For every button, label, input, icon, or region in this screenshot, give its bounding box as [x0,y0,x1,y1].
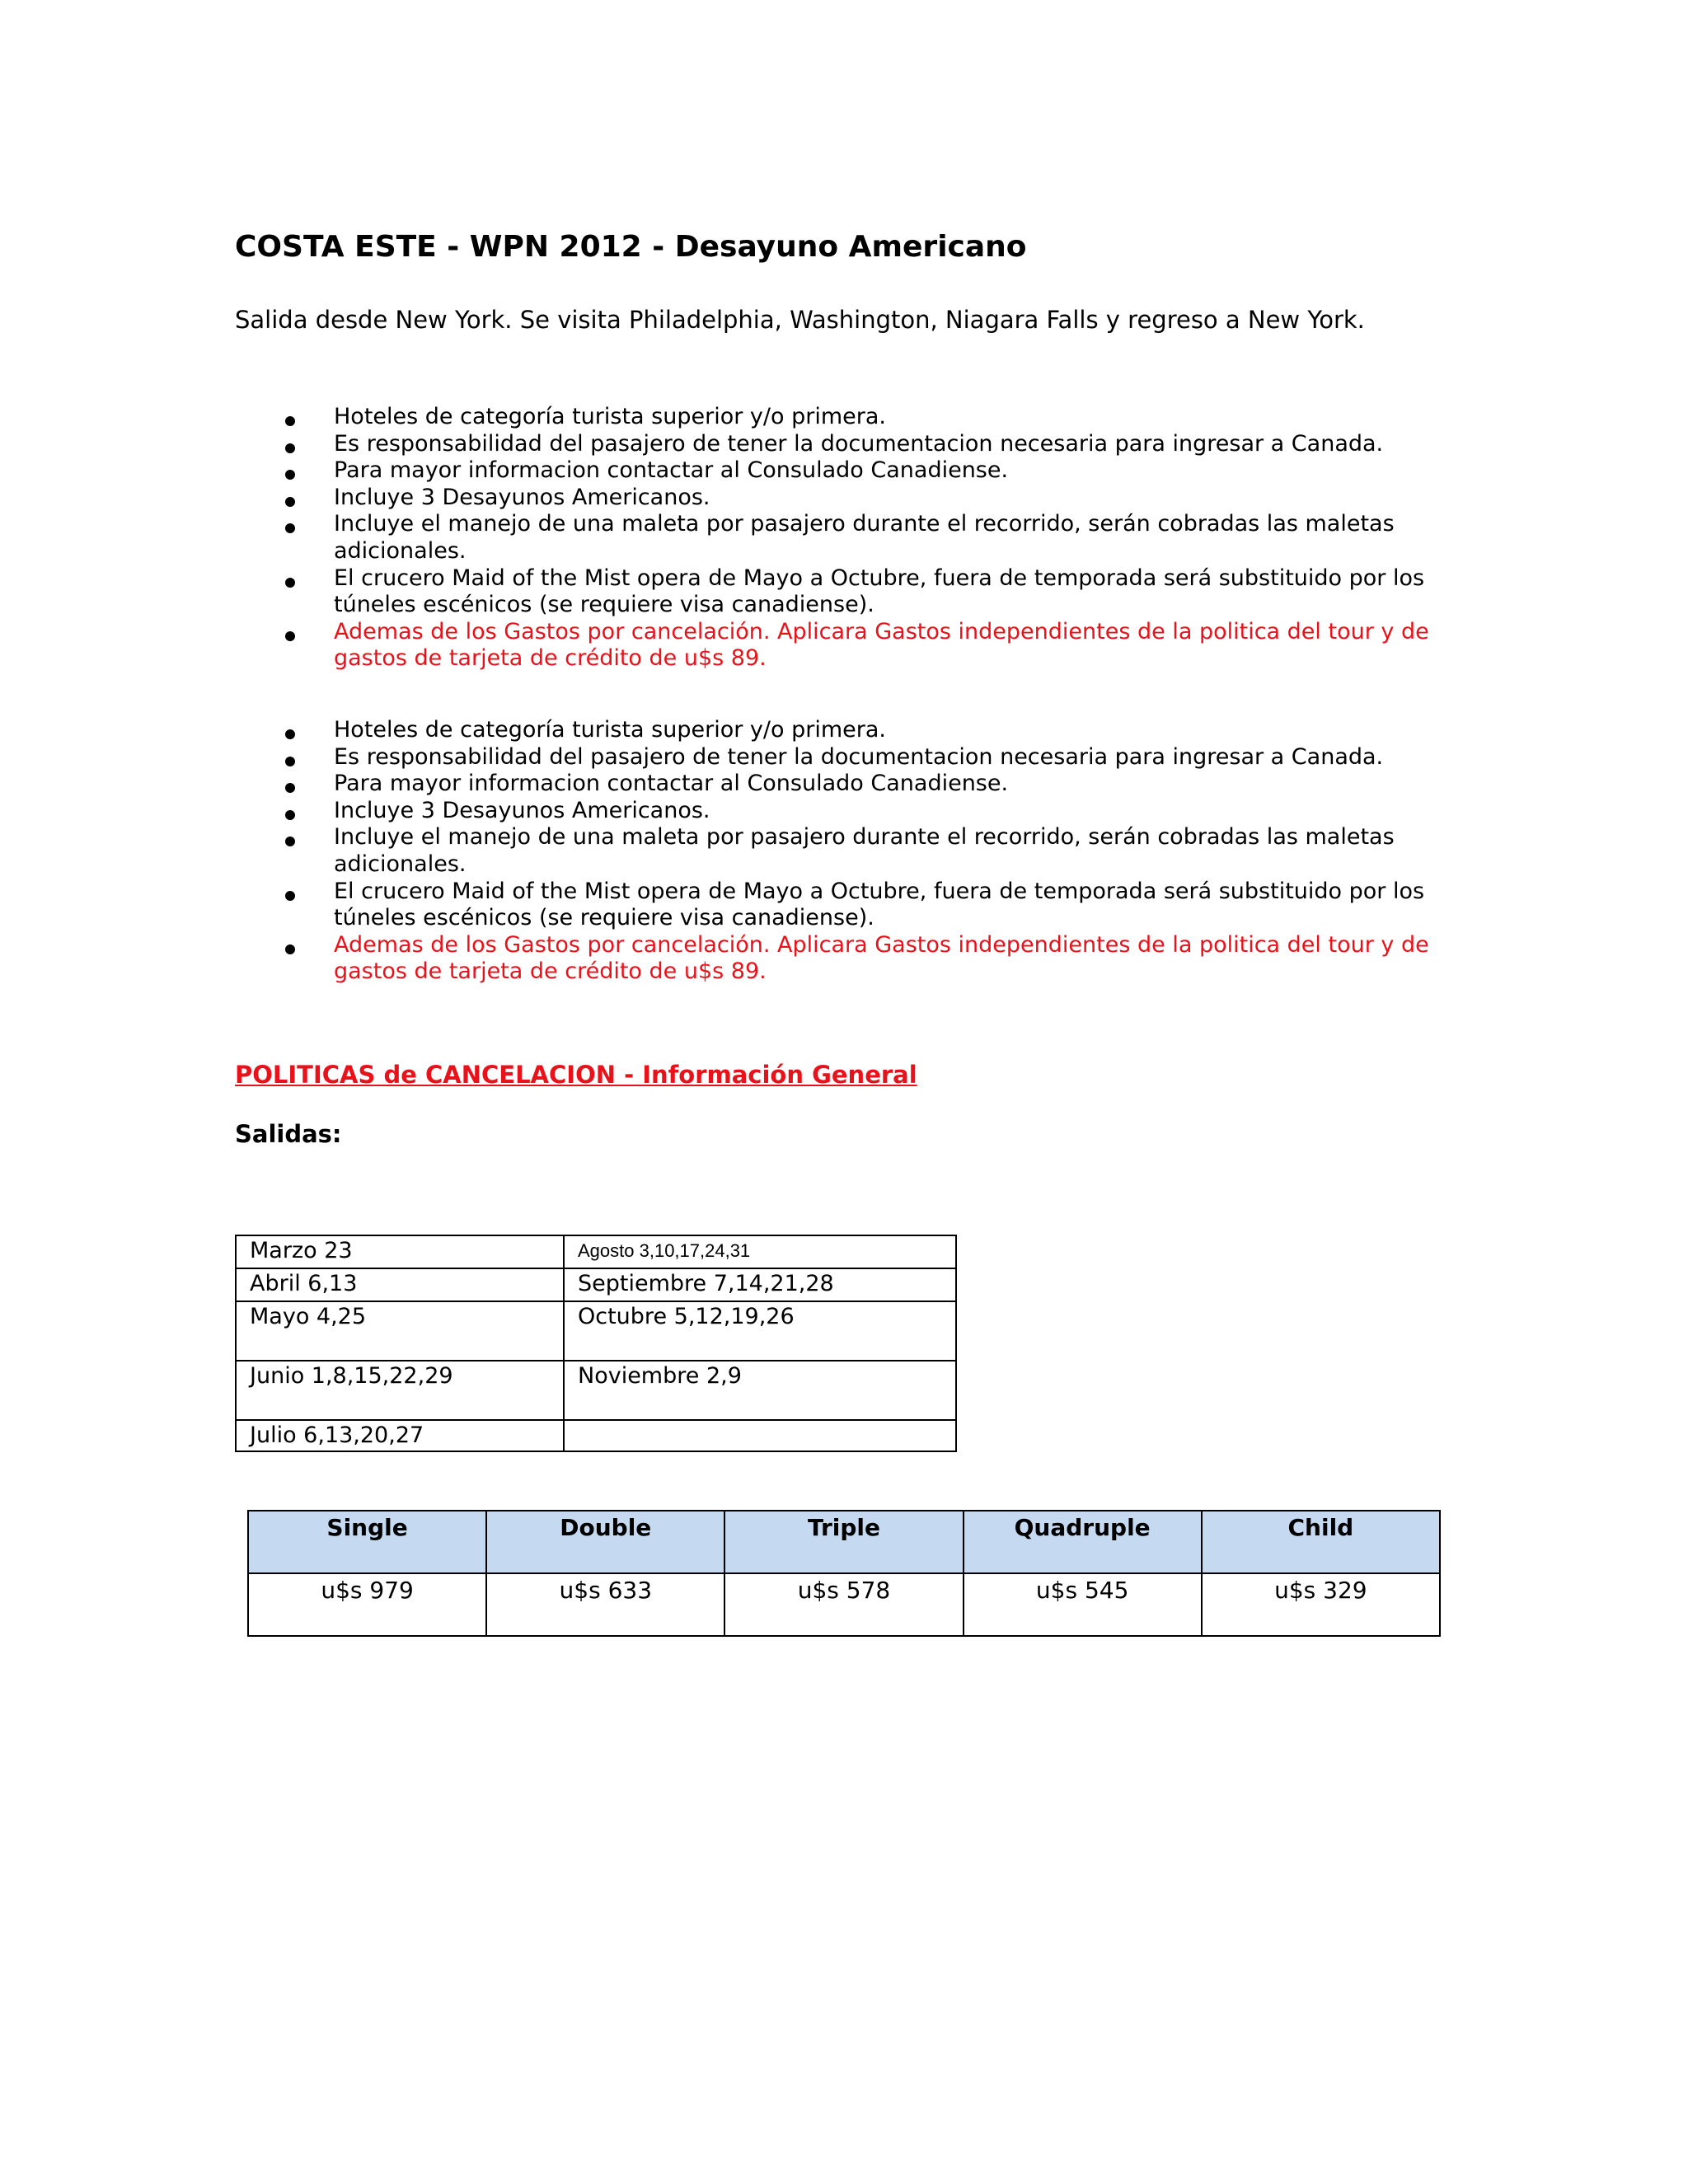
table-row [236,1301,956,1361]
list-item: Hoteles de categoría turista superior y/o primera. [235,404,1438,431]
bullet-dot-icon [285,729,295,739]
list-item: Es responsabilidad del pasajero de tener la documentacion necesaria para ingresar a Canada. [235,431,1438,458]
list-item: Para mayor informacion contactar al Consulado Canadiense. [235,771,1438,798]
list-item: Es responsabilidad del pasajero de tener la documentacion necesaria para ingresar a Canada. [235,744,1438,771]
table-cell: Agosto 3,10,17,24,31 [564,1235,956,1268]
price-single: u$s 979 [248,1573,486,1636]
bullet-dot-icon [285,783,295,793]
table-cell: Noviembre 2,9 [564,1361,956,1420]
list-item: Incluye el manejo de una maleta por pasajero durante el recorrido, serán cobradas las maletas adicionales. [235,511,1438,565]
table-cell: Abril 6,13 [236,1268,564,1301]
bullet-list-2 [235,717,1438,986]
column-header-single: Single [248,1511,486,1573]
column-header-triple: Triple [724,1511,963,1573]
table-cell: Septiembre 7,14,21,28 [564,1268,956,1301]
bullet-dot-icon [285,523,295,533]
bullet-dot-icon [285,944,295,954]
price-triple: u$s 578 [724,1573,963,1636]
page-title: COSTA ESTE - WPN 2012 - Desayuno Americano [235,230,1027,264]
list-item: El crucero Maid of the Mist opera de Mayo a Octubre, fuera de temporada será substituido por los túneles escénicos (se requiere visa canadiense). [235,879,1438,932]
cancellation-policy-heading: POLITICAS de CANCELACION - Información General [235,1061,917,1089]
bullet-dot-icon [285,470,295,480]
table-row [236,1361,956,1420]
list-item: Incluye 3 Desayunos Americanos. [235,798,1438,825]
list-item: Hoteles de categoría turista superior y/o primera. [235,717,1438,744]
table-row [236,1235,956,1268]
bullet-dot-icon [285,810,295,820]
table-row [236,1268,956,1301]
table-cell: Junio 1,8,15,22,29 [236,1361,564,1420]
list-item-cancellation-note: Ademas de los Gastos por cancelación. Aplicara Gastos independientes de la politica del tour y de gastos de tarjeta de crédito de u$s 89. [235,932,1438,986]
list-item-cancellation-note: Ademas de los Gastos por cancelación. Aplicara Gastos independientes de la politica del tour y de gastos de tarjeta de crédito de u$s 89. [235,619,1438,673]
table-row [248,1573,1440,1636]
list-item: Incluye 3 Desayunos Americanos. [235,485,1438,512]
bullet-dot-icon [285,757,295,766]
table-cell: Mayo 4,25 [236,1301,564,1361]
table-cell: Marzo 23 [236,1235,564,1268]
intro-paragraph: Salida desde New York. Se visita Philadelphia, Washington, Niagara Falls y regreso a New York. [235,306,1365,334]
column-header-quadruple: Quadruple [964,1511,1202,1573]
bullet-list-1 [235,404,1438,673]
bullet-dot-icon [285,443,295,453]
list-item: Incluye el manejo de una maleta por pasajero durante el recorrido, serán cobradas las maletas adicionales. [235,824,1438,878]
column-header-double: Double [486,1511,724,1573]
price-quadruple: u$s 545 [964,1573,1202,1636]
table-row [236,1420,956,1451]
bullet-dot-icon [285,497,295,507]
bullet-dot-icon [285,578,295,588]
departures-label: Salidas: [235,1120,342,1148]
bullet-dot-icon [285,837,295,846]
price-table [247,1510,1441,1637]
bullet-dot-icon [285,416,295,426]
table-cell [564,1420,956,1451]
table-cell: Julio 6,13,20,27 [236,1420,564,1451]
table-cell: Octubre 5,12,19,26 [564,1301,956,1361]
price-double: u$s 633 [486,1573,724,1636]
departure-dates-table [235,1235,957,1452]
table-header-row [248,1511,1440,1573]
list-item: Para mayor informacion contactar al Consulado Canadiense. [235,457,1438,485]
column-header-child: Child [1202,1511,1440,1573]
bullet-dot-icon [285,631,295,641]
price-child: u$s 329 [1202,1573,1440,1636]
list-item: El crucero Maid of the Mist opera de Mayo a Octubre, fuera de temporada será substituido por los túneles escénicos (se requiere visa canadiense). [235,565,1438,619]
bullet-dot-icon [285,891,295,901]
